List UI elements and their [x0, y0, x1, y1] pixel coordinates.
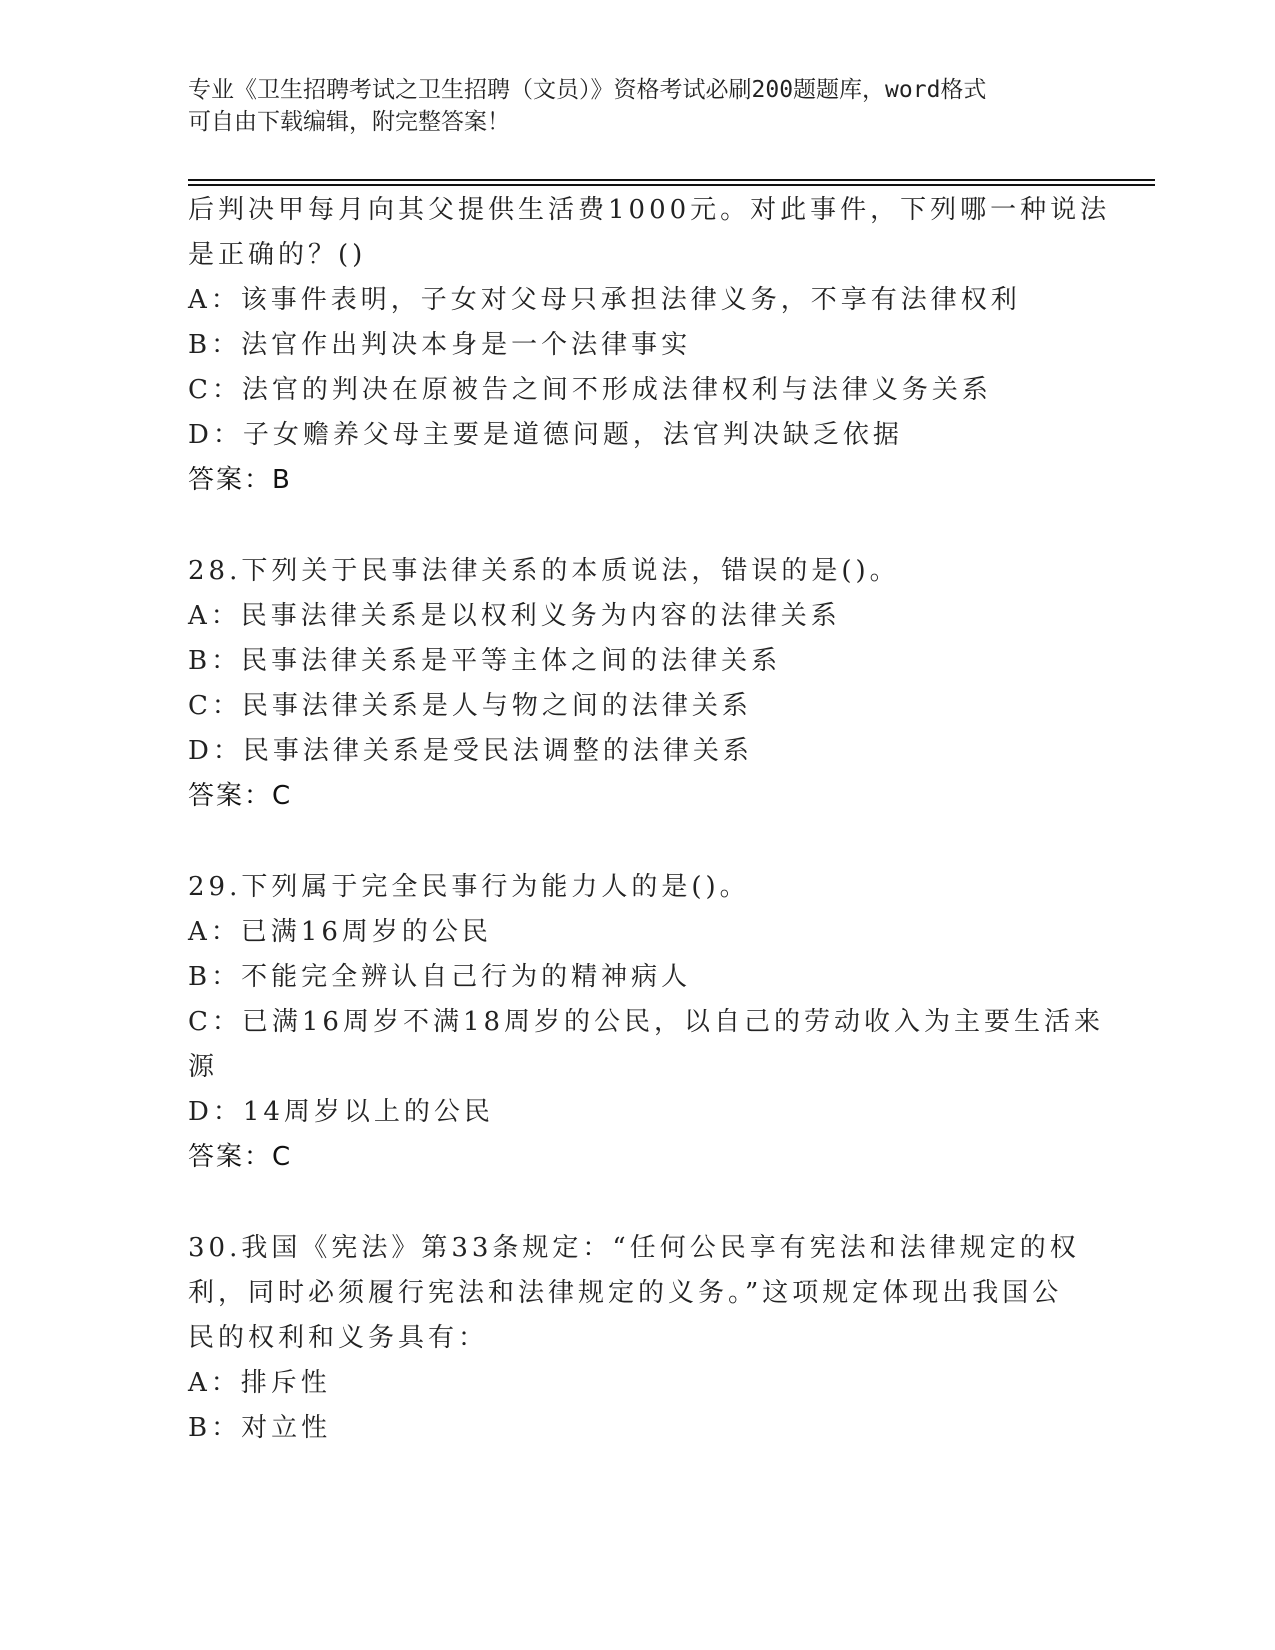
answer-label: 答案：C — [188, 1142, 293, 1172]
spacer — [188, 1180, 1088, 1226]
spacer — [188, 819, 1088, 865]
document-header — [188, 74, 1088, 138]
answer-label: 答案：C — [188, 781, 293, 811]
option-d: D：14周岁以上的公民 — [188, 1097, 494, 1127]
question-27 — [188, 188, 1111, 503]
question-stem-line: 30.我国《宪法》第33条规定：“任何公民享有宪法和法律规定的权 — [188, 1233, 1080, 1263]
spacer — [188, 503, 1088, 549]
header-title-line-1: 专业《卫生招聘考试之卫生招聘（文员）》资格考试必刷200题题库，word格式 — [188, 77, 987, 103]
option-d: D：民事法律关系是受民法调整的法律关系 — [188, 736, 753, 766]
question-list — [188, 188, 1111, 1451]
option-c-continued: 源 — [188, 1052, 219, 1082]
question-stem-line: 后判决甲每月向其父提供生活费1000元。对此事件，下列哪一种说法 — [188, 195, 1111, 225]
header-divider-top — [188, 179, 1155, 181]
option-b: B：民事法律关系是平等主体之间的法律关系 — [188, 646, 782, 676]
question-stem-line: 是正确的？() — [188, 240, 367, 270]
question-stem-line: 28.下列关于民事法律关系的本质说法，错误的是()。 — [188, 556, 900, 586]
question-28 — [188, 549, 1088, 819]
question-stem-line: 民的权利和义务具有： — [188, 1323, 489, 1353]
option-b: B：对立性 — [188, 1413, 332, 1443]
header-title-line-2: 可自由下载编辑，附完整答案！ — [188, 109, 510, 135]
option-a: A：排斥性 — [188, 1368, 331, 1398]
question-29 — [188, 865, 1105, 1180]
option-b: B：法官作出判决本身是一个法律事实 — [188, 330, 692, 360]
option-c: C：已满16周岁不满18周岁的公民，以自己的劳动收入为主要生活来 — [188, 1007, 1105, 1037]
option-a: A：已满16周岁的公民 — [188, 917, 492, 947]
question-stem-line: 利，同时必须履行宪法和法律规定的义务。”这项规定体现出我国公 — [188, 1278, 1063, 1308]
option-a: A：该事件表明，子女对父母只承担法律义务，不享有法律权利 — [188, 285, 1021, 315]
header-divider-bottom — [188, 184, 1155, 186]
option-c: C：法官的判决在原被告之间不形成法律权利与法律义务关系 — [188, 375, 992, 405]
option-d: D：子女赡养父母主要是道德问题，法官判决缺乏依据 — [188, 420, 903, 450]
question-stem-line: 29.下列属于完全民事行为能力人的是()。 — [188, 872, 750, 902]
option-a: A：民事法律关系是以权利义务为内容的法律关系 — [188, 601, 841, 631]
answer-label: 答案：B — [188, 465, 292, 495]
question-30 — [188, 1226, 1088, 1451]
option-b: B：不能完全辨认自己行为的精神病人 — [188, 962, 692, 992]
option-c: C：民事法律关系是人与物之间的法律关系 — [188, 691, 752, 721]
